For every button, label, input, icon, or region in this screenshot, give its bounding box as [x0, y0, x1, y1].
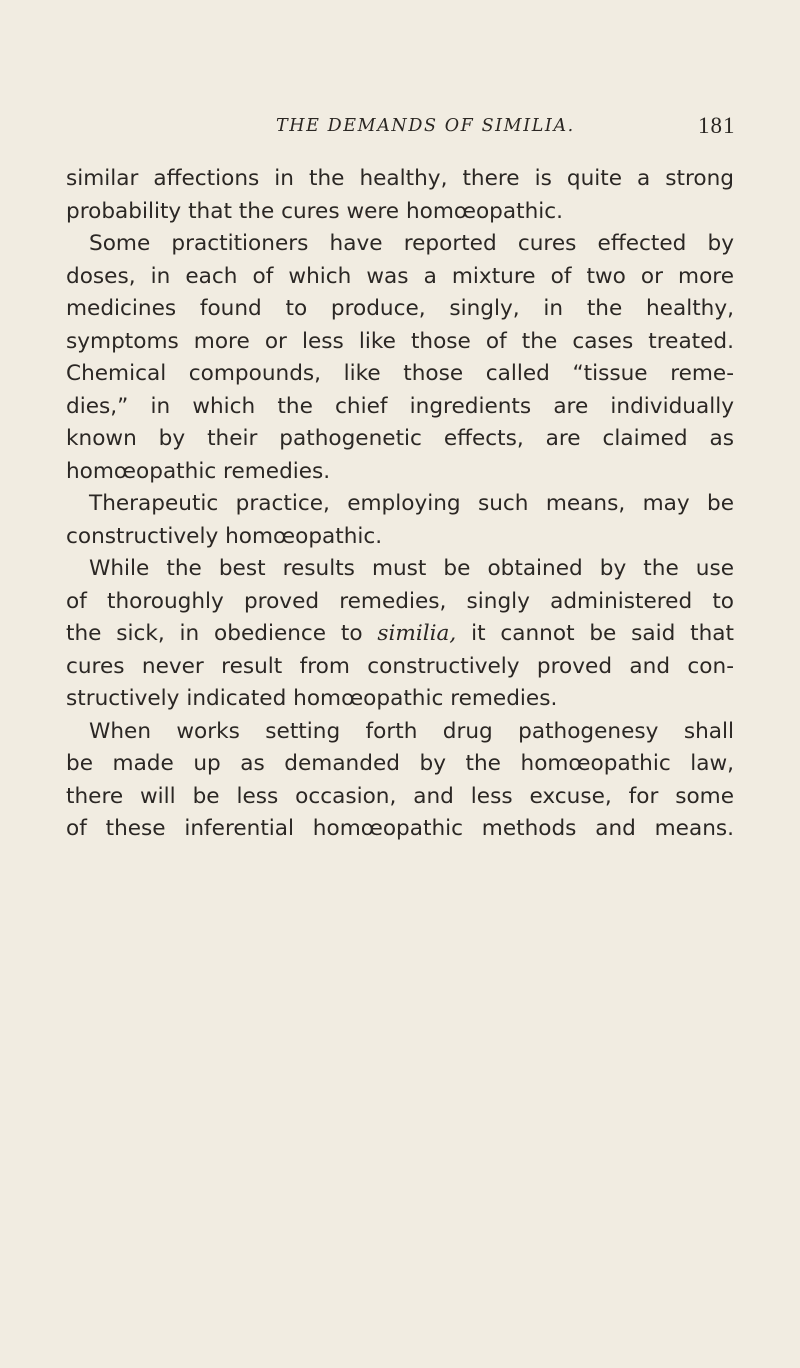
text-line: similar affections in the healthy, there is quite a strong — [66, 166, 734, 191]
text-line: be made up as demanded by the homœopathic law, — [66, 751, 734, 776]
text-line: Some practitioners have reported cures effected by — [89, 231, 734, 256]
text-line: known by their pathogenetic effects, are claimed as — [66, 426, 734, 451]
text-line: symptoms more or less like those of the cases treated. — [66, 328, 734, 354]
text-line: there will be less occasion, and less excuse, for some — [66, 783, 734, 809]
text-line: doses, in each of which was a mixture of two or more — [66, 263, 734, 289]
text-line: While the best results must be obtained by the use — [89, 556, 734, 581]
text-line: constructively homœopathic. — [66, 523, 383, 549]
text-line: Therapeutic practice, employing such means, may be — [89, 491, 734, 516]
running-title: THE DEMANDS OF SIMILIA. — [276, 116, 575, 136]
text-line: of thoroughly proved remedies, singly administered to — [66, 588, 734, 614]
text-line: Chemical compounds, like those called “tissue reme- — [66, 361, 734, 386]
text-line: of these inferential homœopathic methods and means. — [66, 816, 734, 841]
text-line: structively indicated homœopathic remedies. — [66, 686, 558, 711]
italic-term: similia, — [377, 621, 457, 646]
text-line: probability that the cures were homœopathic. — [66, 198, 564, 224]
text-line — [66, 618, 734, 651]
text-line: When works setting forth drug pathogenesy shall — [89, 718, 734, 744]
running-head — [0, 113, 800, 146]
page-number: 181 — [698, 113, 736, 138]
text-line: medicines found to produce, singly, in the healthy, — [66, 296, 734, 321]
text-fragment: it cannot be said that — [471, 621, 734, 646]
text-fragment: the sick, in obedience to — [66, 621, 363, 646]
body-text — [66, 163, 734, 846]
text-line: cures never result from constructively proved and con- — [66, 653, 734, 679]
text-line: dies,” in which the chief ingredients are individually — [66, 393, 734, 419]
text-line: homœopathic remedies. — [66, 458, 331, 484]
